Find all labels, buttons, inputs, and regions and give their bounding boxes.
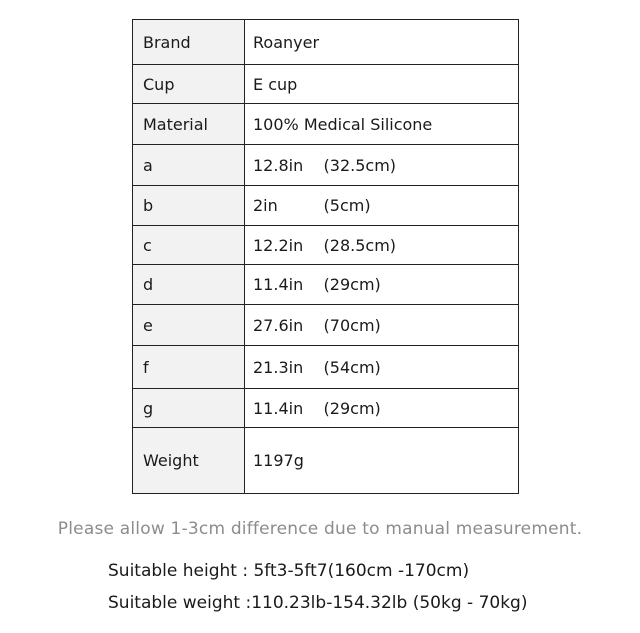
table-row [133,265,519,305]
row-value: 1197g [245,428,519,494]
table-row [133,20,519,65]
table-row [133,65,519,104]
row-label: Brand [133,20,245,65]
table-row [133,104,519,145]
table-row [133,186,519,226]
row-value: 27.6in (70cm) [245,305,519,346]
table-row [133,389,519,428]
row-value: 11.4in (29cm) [245,389,519,428]
spec-table [132,19,519,494]
row-value: 100% Medical Silicone [245,104,519,145]
row-value: 21.3in (54cm) [245,346,519,389]
row-value: Roanyer [245,20,519,65]
row-label: e [133,305,245,346]
row-label: Weight [133,428,245,494]
table-row [133,226,519,265]
suitable-height: Suitable height : 5ft3-5ft7(160cm -170cm) [108,561,470,581]
table-row [133,428,519,494]
row-label: g [133,389,245,428]
row-label: a [133,145,245,186]
row-label: f [133,346,245,389]
row-label: Material [133,104,245,145]
row-label: c [133,226,245,265]
measurement-note: Please allow 1-3cm difference due to manual measurement. [57,519,583,539]
row-value: 12.2in (28.5cm) [245,226,519,265]
row-value: 2in (5cm) [245,186,519,226]
table-row [133,145,519,186]
row-value: 12.8in (32.5cm) [245,145,519,186]
table-row [133,305,519,346]
row-value: E cup [245,65,519,104]
row-label: b [133,186,245,226]
suitable-weight: Suitable weight :110.23lb-154.32lb (50kg - 70kg) [108,593,528,613]
row-label: d [133,265,245,305]
row-label: Cup [133,65,245,104]
row-value: 11.4in (29cm) [245,265,519,305]
table-row [133,346,519,389]
